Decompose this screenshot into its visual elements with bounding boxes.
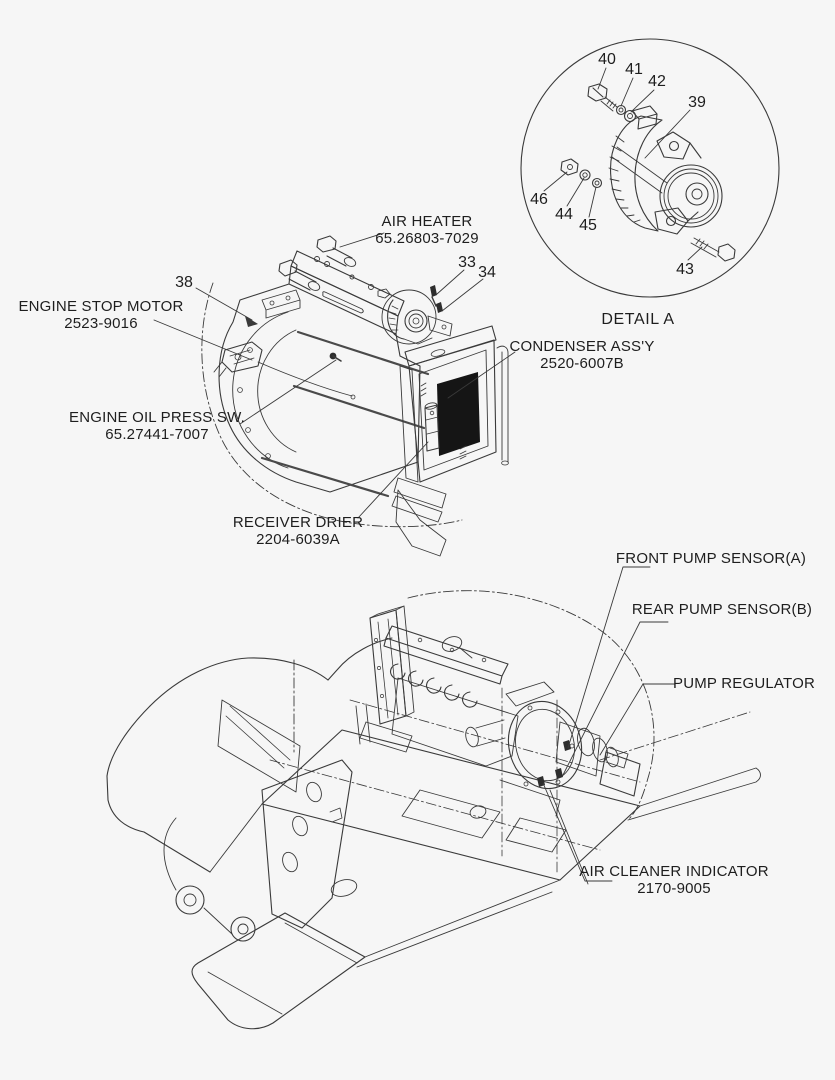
- label-receiver-drier: [233, 514, 363, 548]
- callout-34: 34: [478, 264, 496, 281]
- callout-45: 45: [579, 217, 597, 234]
- label-condenser-assy-part: 2520-6007B: [540, 355, 624, 372]
- engine-assembly-drawing: [154, 233, 515, 556]
- alternator-drawing: [609, 106, 722, 234]
- label-rear-pump-sensor: [632, 601, 812, 618]
- label-air-heater-title: AIR HEATER: [381, 213, 473, 230]
- manifold-drawing: [289, 251, 404, 334]
- label-engine-stop-motor-title: ENGINE STOP MOTOR: [18, 298, 184, 315]
- pump-drawing: [499, 682, 640, 816]
- engine-leader-lines: [154, 233, 515, 518]
- support-plate-drawing: [262, 760, 352, 928]
- label-receiver-drier-title: RECEIVER DRIER: [232, 514, 364, 531]
- detail-leader-lines: [544, 68, 702, 260]
- label-pump-regulator-title: PUMP REGULATOR: [673, 675, 815, 692]
- label-front-pump-sensor: [616, 550, 806, 567]
- label-engine-oil-press-sw: [69, 409, 245, 443]
- callout-40: 40: [598, 51, 616, 68]
- callout-42: 42: [648, 73, 666, 90]
- label-engine-stop-motor: [18, 298, 183, 332]
- label-air-cleaner-indicator-part: 2170-9005: [637, 880, 711, 897]
- label-front-pump-sensor-title: FRONT PUMP SENSOR(A): [615, 550, 807, 567]
- callout-41: 41: [625, 61, 643, 78]
- label-air-heater-part: 65.26803-7029: [375, 230, 479, 247]
- callout-46: 46: [530, 191, 548, 208]
- label-rear-pump-sensor-title: REAR PUMP SENSOR(B): [631, 601, 813, 618]
- bottom-tray-drawing: [192, 804, 560, 1029]
- label-engine-oil-press-sw-title: ENGINE OIL PRESS SW.: [69, 409, 245, 426]
- label-engine-stop-motor-part: 2523-9016: [64, 315, 138, 332]
- callout-44: 44: [555, 206, 573, 223]
- label-condenser-assy-title: CONDENSER ASS'Y: [509, 338, 655, 355]
- label-receiver-drier-part: 2204-6039A: [256, 531, 340, 548]
- leader-arrow-38: [245, 316, 258, 327]
- callout-43: 43: [676, 261, 694, 278]
- callout-33: 33: [458, 254, 476, 271]
- detail-a-caption: DETAIL A: [601, 311, 675, 328]
- label-pump-regulator: [673, 675, 815, 692]
- callout-39: 39: [688, 94, 706, 111]
- label-air-heater: [375, 213, 479, 247]
- chassis-drawing: [107, 567, 761, 1029]
- alternator-reference-drawing: [382, 285, 452, 344]
- label-air-cleaner-indicator: [579, 863, 769, 897]
- air-heater-drawing: [279, 236, 357, 292]
- label-air-cleaner-indicator-title: AIR CLEANER INDICATOR: [579, 863, 769, 880]
- label-condenser-assy: [509, 338, 654, 372]
- callout-38: 38: [175, 274, 193, 291]
- radiator-drawing: [356, 606, 414, 752]
- label-engine-oil-press-sw-part: 65.27441-7007: [105, 426, 209, 443]
